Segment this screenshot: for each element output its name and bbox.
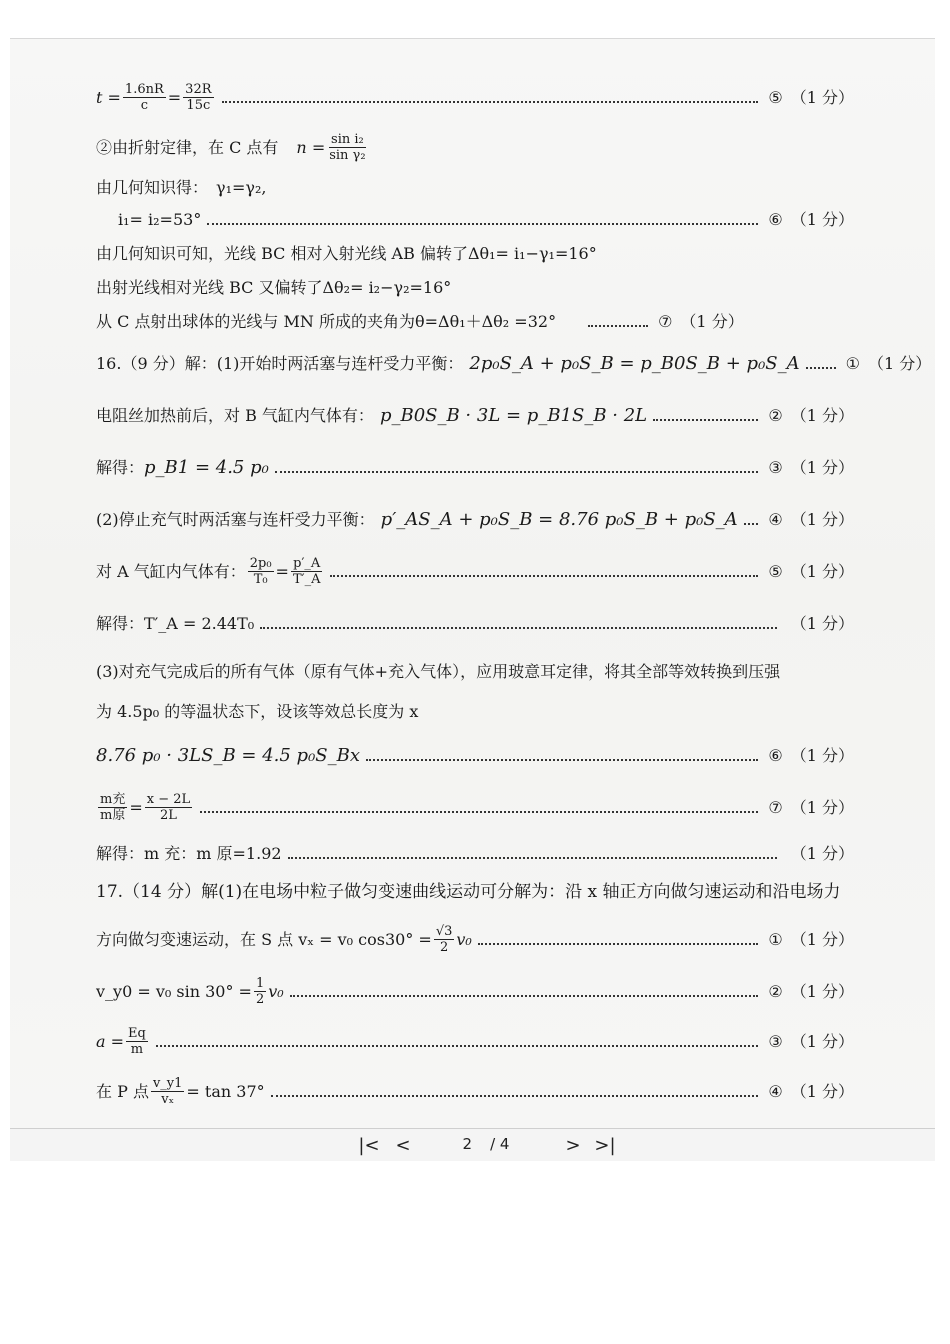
score-label: （1 分）: [790, 87, 854, 107]
chevron-right-icon: >: [565, 1134, 581, 1156]
line-1: t = $\frac{1.6nR}{c}$ = $\frac{32R}{15c}$ ⑤ （1 分）: [96, 82, 854, 113]
line-7: 从 C 点射出球体的光线与 MN 所成的夹角为θ=Δθ₁＋Δθ₂ =32° ⑦ （1 分）: [96, 312, 744, 331]
line-14: (3)对充气完成后的所有气体（原有气体+充入气体），应用玻意耳定律，将其全部等效转换到压强: [96, 662, 781, 681]
line-4: i₁= i₂=53° ⑥ （1 分）: [118, 210, 854, 229]
line-9: 电阻丝加热前后，对 B 气缸内气体有： p_B0S_B · 3L = p_B1S_B · 2L ② （1 分）: [96, 405, 854, 426]
line-21: v_y0 = v₀ sin 30° = $\frac{1}{2}$ v₀ ② （1 分）: [96, 976, 854, 1007]
line-16: 8.76 p₀ · 3LS_B = 4.5 p₀S_Bx ⑥ （1 分）: [96, 745, 854, 766]
line-2: ②由折射定律，在 C 点有 n = $\frac{\text{sin i₂}}{\text{sin γ₂}}$: [96, 132, 366, 163]
step-mark: ⑤: [768, 87, 783, 107]
prev-page-button[interactable]: [392, 1134, 414, 1156]
line-6: 出射光线相对光线 BC 又偏转了Δθ₂= i₂−γ₂=16°: [96, 278, 452, 297]
line-20: 方向做匀变速运动，在 S 点 vₓ = v₀ cos30° = $\frac{√3}{2}$ v₀ ① （1 分）: [96, 924, 854, 955]
line-18: 解得：m 充：m 原=1.92 （1 分）: [96, 844, 854, 863]
line-13: 解得：T′_A = 2.44T₀ （1 分）: [96, 614, 854, 633]
page-number-input[interactable]: 2: [462, 1135, 473, 1153]
first-page-icon: |<: [358, 1134, 380, 1156]
line-17: $\frac{\text{m充}}{\text{m原}}$ = $\frac{x - 2L}{2L}$ ⑦ （1 分）: [100, 792, 854, 823]
page-indicator: [420, 1132, 552, 1156]
line-19: 17.（14 分）解(1)在电场中粒子做匀变速曲线运动可分解为：沿 x 轴正方向做匀速运动和沿电场力: [96, 882, 841, 902]
last-page-icon: >|: [594, 1134, 616, 1156]
fraction: $\frac{1.6nR}{c}$: [124, 82, 164, 113]
line-11: (2)停止充气时两活塞与连杆受力平衡： p′_AS_A + p₀S_B = 8.76 p₀S_B + p₀S_A ④ （1 分）: [96, 509, 854, 530]
line-23: 在 P 点 $\frac{v\_y1}{\text{vₓ}}$ = tan 37° ④ （1 分）: [96, 1076, 854, 1107]
first-page-button[interactable]: [358, 1134, 380, 1156]
line-8: 16.（9 分）解：(1)开始时两活塞与连杆受力平衡： 2p₀S_A + p₀S_B = p_B0S_B + p₀S_A ① （1 分）: [96, 353, 932, 374]
last-page-button[interactable]: [594, 1134, 616, 1156]
fraction: $\frac{32R}{15c}$: [185, 82, 212, 113]
next-page-button[interactable]: [562, 1134, 584, 1156]
line-22: a = $\frac{Eq}{m}$ ③ （1 分）: [96, 1026, 854, 1057]
line-15: 为 4.5p₀ 的等温状态下，设该等效总长度为 x: [96, 702, 419, 721]
eq-text: t =: [96, 87, 121, 107]
chevron-left-icon: <: [395, 1134, 411, 1156]
line-12: 对 A 气缸内气体有： $\frac{\text{2p₀}}{\text{T₀}}$ = $\frac{p'\_A}{T'\_A}$ ⑤ （1 分）: [96, 556, 854, 587]
line-5: 由几何知识可知，光线 BC 相对入射光线 AB 偏转了Δθ₁= i₁−γ₁=16°: [96, 244, 597, 263]
line-10: 解得： p_B1 = 4.5 p₀ ③ （1 分）: [96, 457, 854, 478]
page-total: / 4: [490, 1135, 510, 1153]
line-3: 由几何知识得： γ₁=γ₂,: [96, 178, 267, 197]
